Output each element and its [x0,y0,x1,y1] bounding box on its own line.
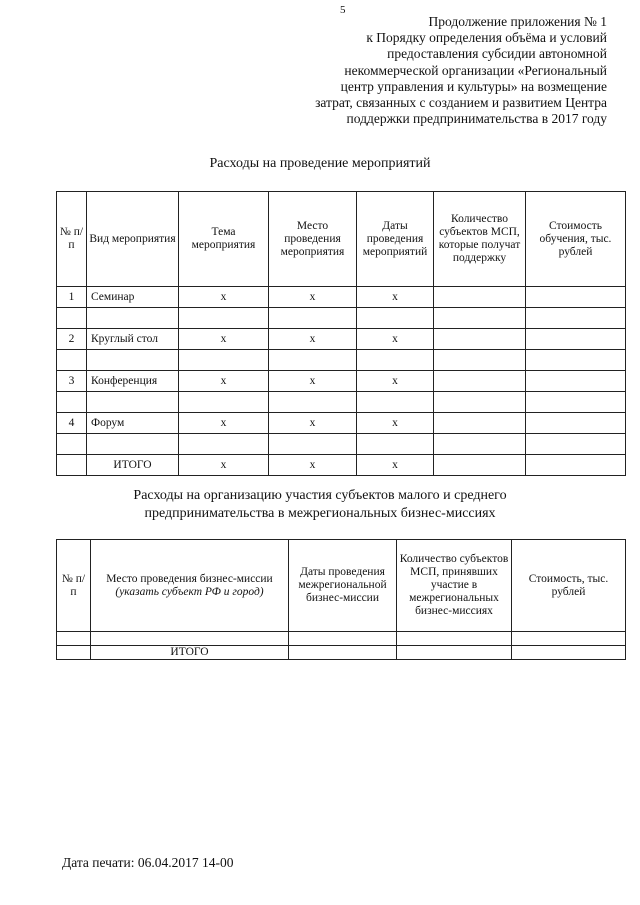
header-cell-place [91,540,289,632]
header-line: затрат, связанных с созданием и развитием Центра [315,95,607,111]
table-cell: х [269,413,357,434]
page-number: 5 [340,4,346,16]
table-cell: х [357,371,434,392]
table-cell [87,434,179,455]
table-cell [357,350,434,371]
table-cell [57,434,87,455]
table-cell [91,632,289,646]
table-cell [526,434,626,455]
table-row [57,308,626,329]
table-cell: х [269,287,357,308]
table-cell [512,646,626,660]
table-cell [289,632,397,646]
table-cell [434,371,526,392]
table-cell [397,632,512,646]
table-cell [526,413,626,434]
header-cell-num: № п/п [57,540,91,632]
table-cell: х [357,287,434,308]
table-cell: х [269,455,357,476]
table-cell: х [269,329,357,350]
appendix-header [267,14,607,127]
header-cell-dates: Даты проведения межрегиональной бизнес-миссии [289,540,397,632]
header-cell-cost: Стоимость, тыс. рублей [512,540,626,632]
table-cell: х [179,329,269,350]
table-cell [57,646,91,660]
table-cell: х [179,413,269,434]
header-cell-topic: Тема мероприятия [179,192,269,287]
table-cell [526,287,626,308]
table-cell [179,434,269,455]
title-line: предпринимательства в межрегиональных бизнес-миссиях [144,506,496,521]
table-cell [434,308,526,329]
table-cell [357,392,434,413]
table-row [57,350,626,371]
table-row [57,392,626,413]
table-cell [57,632,91,646]
header-line: некоммерческой организации «Региональный [344,62,607,78]
table-row [57,287,626,308]
table-cell [179,308,269,329]
table-row [57,434,626,455]
header-cell-count: Количество субъектов МСП, принявших участие в межрегиональных бизнес-миссиях [397,540,512,632]
header-line: поддержки предпринимательства в 2017 году [346,111,607,127]
table-row [57,646,626,660]
table-cell [269,392,357,413]
header-line: предоставления субсидии автономной [387,46,607,62]
header-line: Продолжение приложения № 1 [428,14,607,29]
table-cell [526,455,626,476]
table-cell [434,329,526,350]
table-cell [397,646,512,660]
business-missions-title [0,487,640,523]
table-cell [526,308,626,329]
table-row [57,455,626,476]
table-cell [269,434,357,455]
table-cell [57,350,87,371]
table-cell [87,350,179,371]
business-missions-table [56,539,626,660]
table-cell: х [357,413,434,434]
table-cell: х [179,371,269,392]
header-line: центр управления и культуры» на возмещение [340,78,607,94]
table-cell: Семинар [87,287,179,308]
table-header-row [57,540,626,632]
table-cell [357,308,434,329]
table-cell [57,308,87,329]
header-place-note: (указать субъект РФ и город) [115,585,264,598]
table-cell [87,308,179,329]
header-cell-count: Количество субъектов МСП, которые получат поддержку [434,192,526,287]
events-expenses-table [56,191,626,476]
table-cell: 3 [57,371,87,392]
table-row [57,632,626,646]
table-row [57,413,626,434]
table-cell: 4 [57,413,87,434]
title-line: Расходы на организацию участия субъектов малого и среднего [133,488,507,503]
table-cell: 2 [57,329,87,350]
table-row [57,329,626,350]
table-cell [269,308,357,329]
table-cell [434,434,526,455]
table-cell [434,287,526,308]
table-cell: х [179,455,269,476]
header-cell-type: Вид мероприятия [87,192,179,287]
header-cell-num: № п/п [57,192,87,287]
table-cell: Форум [87,413,179,434]
table-cell [434,392,526,413]
table-cell: Круглый стол [87,329,179,350]
table-row [57,371,626,392]
table-cell [526,392,626,413]
table-cell [269,350,357,371]
table-cell: 1 [57,287,87,308]
table-cell [434,413,526,434]
table-header-row [57,192,626,287]
table-cell: х [357,455,434,476]
header-place-text: Место проведения бизнес-миссии [106,572,273,585]
table-cell [434,350,526,371]
table-cell [512,632,626,646]
table-cell [434,455,526,476]
table-cell: ИТОГО [87,455,179,476]
table-cell [57,455,87,476]
events-expenses-title: Расходы на проведение мероприятий [209,156,431,171]
header-cell-dates: Даты проведения мероприятий [357,192,434,287]
table-cell [289,646,397,660]
table-cell [179,392,269,413]
table-cell: х [179,287,269,308]
table-cell [526,329,626,350]
table-cell [526,371,626,392]
table-cell: х [269,371,357,392]
table-cell: х [357,329,434,350]
header-cell-place: Место проведения мероприятия [269,192,357,287]
table-cell: Конференция [87,371,179,392]
print-date: Дата печати: 06.04.2017 14-00 [62,855,234,870]
table-cell [526,350,626,371]
header-line: к Порядку определения объёма и условий [366,30,607,46]
table-cell [57,392,87,413]
table-cell [179,350,269,371]
table-cell [87,392,179,413]
header-cell-cost: Стоимость обучения, тыс. рублей [526,192,626,287]
table-cell [357,434,434,455]
table-cell: ИТОГО [91,646,289,660]
